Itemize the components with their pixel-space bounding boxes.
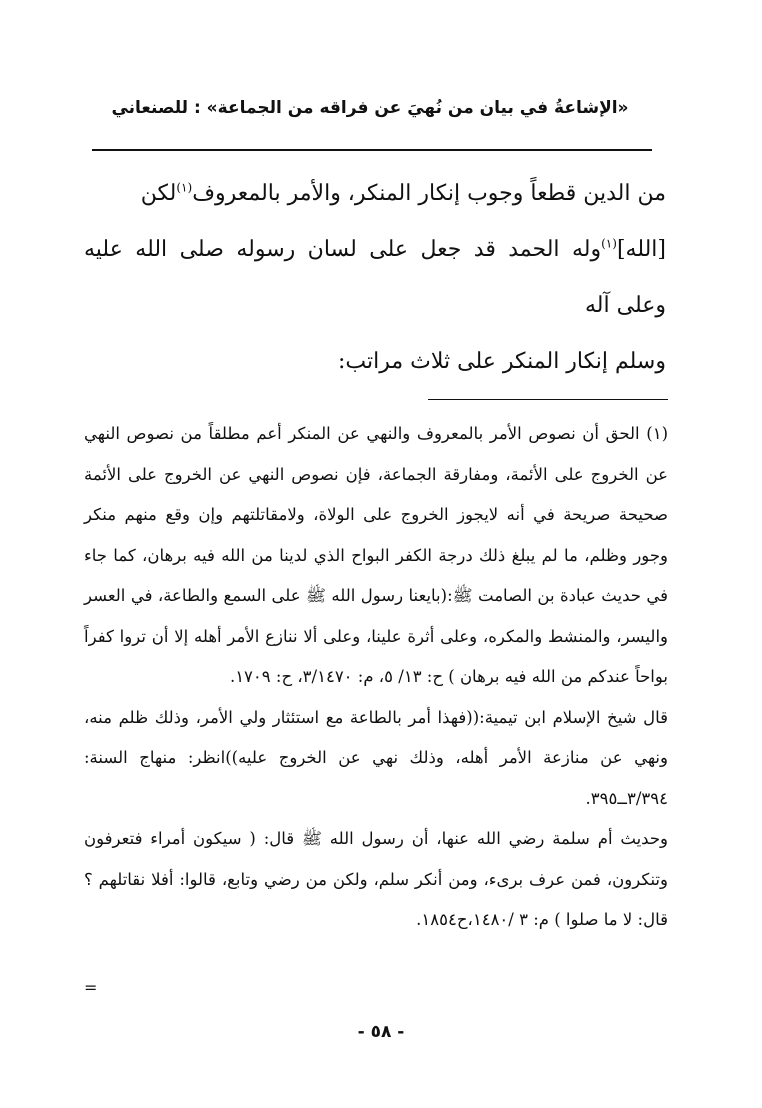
continuation-mark: =	[84, 978, 98, 997]
footnote-1: (١) الحق أن نصوص الأمر بالمعروف والنهي عن المنكر أعم مطلقاً من نصوص النهي عن الخروج على الأئمة، ومفارقة الجماعة، فإن نصوص النهي عن الخروج على الأئمة صحيحة صريحة في أنه لايجوز الخروج على الولاة، ولامقاتلتهم وإن وقع منهم منكر وجور وظلم، ما لم يبلغ ذلك درجة الكفر البواح الذي لدينا من الله فيه برهان، كما جاء في حديث عبادة بن الصامت ﷺ:(بايعنا رسول الله ﷺ على السمع والطاعة، في العسر واليسر، والمنشط والمكره، وعلى أثرة علينا، وعلى ألا ننازع الأمر أهله إلا أن تروا كفراً بواحاً عندكم من الله فيه برهان ) ح: ١٣/ ٥، م: ٣/١٤٧٠، ح: ١٧٠٩.	[84, 424, 668, 686]
header-rule	[92, 149, 652, 151]
footnote-2: قال شيخ الإسلام ابن تيمية:((فهذا أمر بالطاعة مع استئثار ولي الأمر، وذلك ظلم منه، ونهي عن منازعة الأمر أهله، وذلك نهي عن الخروج عليه))انظر: منهاج السنة: ٣/٣٩٤ــ٣٩٥.	[84, 707, 668, 808]
footnote-ref: (١)	[601, 236, 617, 251]
running-header: «الإشاعةُ في بيان من نُهيَ عن فراقه من الجماعة» : للصنعاني	[111, 98, 629, 118]
page-number: - ٥٨ -	[357, 1022, 405, 1042]
footnote-ref: (١)	[176, 180, 193, 195]
main-text	[84, 166, 666, 390]
footnote-3: وحديث أم سلمة رضي الله عنها، أن رسول الله ﷺ قال: ( سيكون أمراء فتعرفون وتنكرون، فمن عرف برىء، ومن أنكر سلم، ولكن من رضي وتابع، قالوا: أفلا نقاتلهم ؟ قال: لا ما صلوا ) م: ٣ /١٤٨٠،ح١٨٥٤.	[84, 829, 668, 929]
body-line-1-text-a: من الدين قطعاً وجوب إنكار المنكر، والأمر بالمعروف	[192, 181, 666, 206]
body-line-1	[84, 166, 666, 222]
footnote-separator	[428, 399, 668, 400]
footnotes	[84, 414, 668, 941]
body-line-2-bracket: [الله]	[616, 237, 666, 262]
body-line-2-text: وله الحمد قد جعل على لسان رسوله صلى الله عليه وعلى آله	[84, 237, 666, 318]
body-line-3: وسلم إنكار المنكر على ثلاث مراتب:	[337, 349, 666, 374]
body-line-1-text-b: لكن	[140, 181, 177, 206]
body-line-2	[84, 222, 666, 334]
